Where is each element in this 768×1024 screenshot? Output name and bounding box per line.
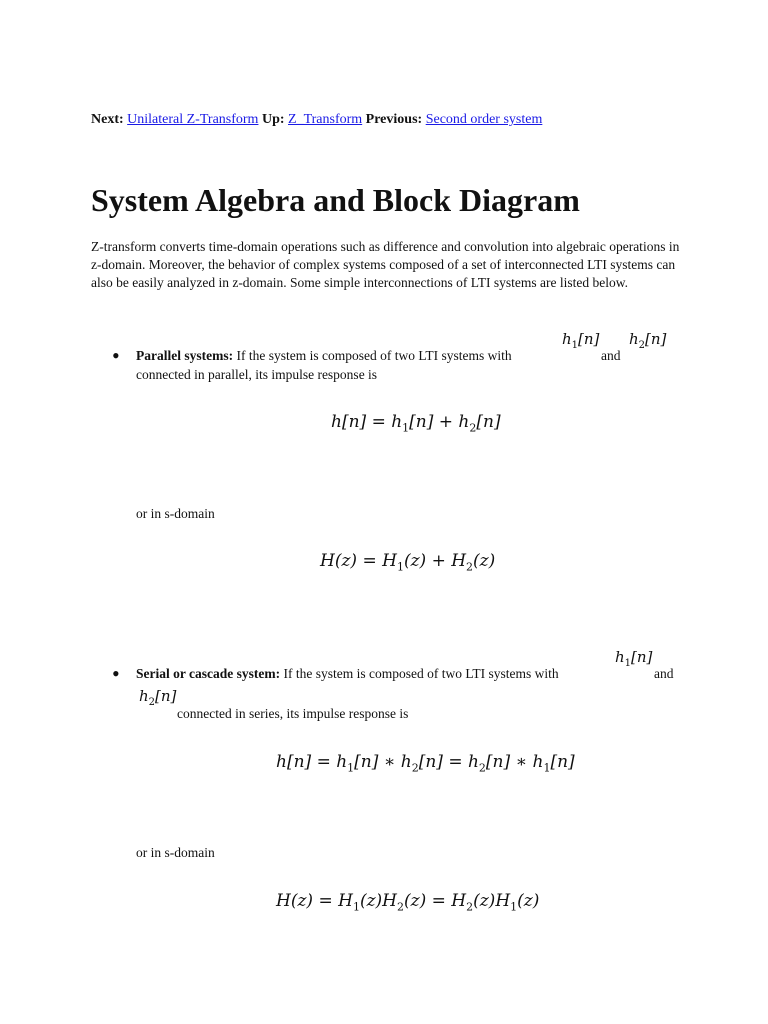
next-label: Next: [91,112,124,127]
serial-equation-s: $H(z) = H_1(z)H_2(z) = H_2(z)H_1(z)$ [276,891,540,914]
next-link[interactable]: Unilateral Z-Transform [127,112,259,127]
serial-inline-math-h2: $h_2[n]$ [139,687,177,708]
parallel-line-1 [136,347,512,365]
up-link[interactable]: Z_Transform [288,112,363,127]
serial-line-2: connected in series, its impulse response is [177,706,409,721]
previous-link[interactable]: Second order system [425,112,543,127]
serial-heading: Serial or cascade system: [136,666,281,681]
serial-inline-math-h1: $h_1[n]$ [615,648,653,669]
up-label: Up: [261,112,285,127]
parallel-inline-math-h1: $h_1[n]$ [562,330,600,351]
parallel-equation-time: $h[n] = h_1[n] + h_2[n]$ [331,412,501,435]
serial-or-s-domain: or in s-domain [136,845,215,860]
serial-bullet: • [112,661,120,686]
parallel-heading: Parallel systems: [136,348,234,363]
parallel-and: and [601,348,621,363]
serial-text-1: If the system is composed of two LTI systems with [283,666,559,681]
previous-label: Previous: [365,112,423,127]
parallel-equation-s: $H(z) = H_1(z) + H_2(z)$ [320,551,496,574]
parallel-line-2: connected in parallel, its impulse response is [136,367,378,382]
parallel-text-1: If the system is composed of two LTI systems with [236,348,512,363]
page-title: System Algebra and Block Diagram [91,182,580,218]
parallel-inline-math-h2: $h_2[n]$ [629,330,667,351]
serial-and: and [654,666,674,681]
navigation-bar [91,111,542,129]
parallel-or-s-domain: or in s-domain [136,506,215,521]
parallel-bullet: • [112,343,120,368]
serial-equation-time: $h[n] = h_1[n]$ ∗ $h_2[n] = h_2[n]$ ∗ $h_1[n]$ [276,752,575,775]
intro-paragraph: Z-transform converts time-domain operations such as difference and convolution into algebraic operations in z-domain. Moreover, the behavior of complex systems composed of a set of interconnected LTI systems can also be easily analyzed in z-domain. Some simple interconnections of LTI systems are listed below. [91,239,680,290]
serial-line-1 [136,665,559,683]
